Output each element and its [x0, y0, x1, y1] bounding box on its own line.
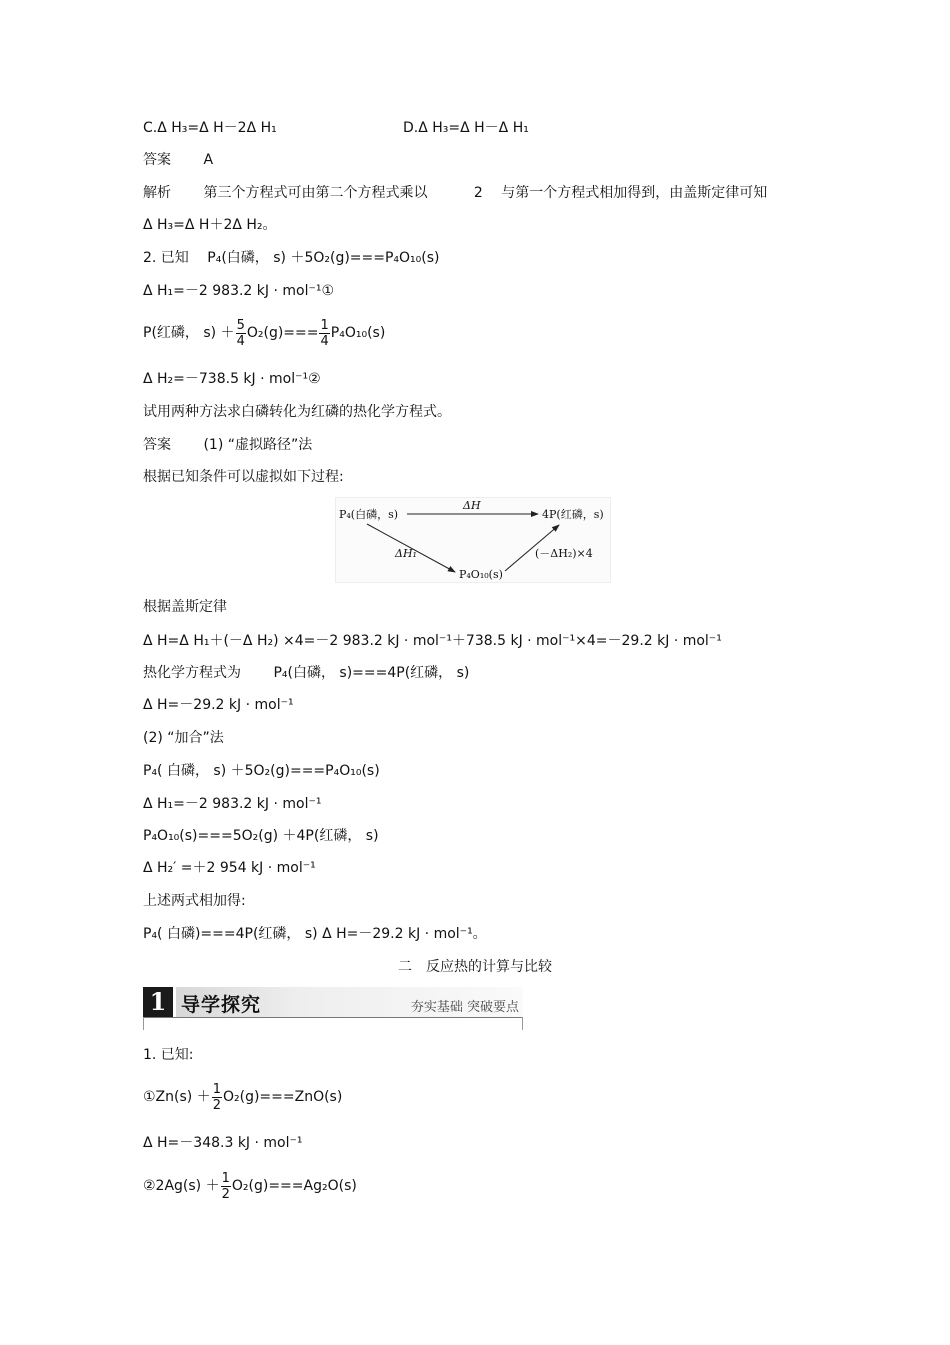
analysis-label: 解析 [143, 185, 171, 201]
option-c-text: C.Δ H₃=Δ H－2Δ H₁ [143, 120, 277, 136]
method-2-sum-label: 上述两式相加得: [143, 893, 246, 909]
fraction-numerator: 1 [212, 1081, 221, 1097]
fraction-denominator: 4 [320, 333, 329, 349]
fraction-numerator: 1 [221, 1170, 230, 1186]
label-minus-dh2-times-4: (－ΔH₂)×4 [535, 547, 593, 560]
method-1-title: (1) “虚拟路径”法 [203, 437, 313, 453]
fraction-denominator: 2 [221, 1186, 230, 1202]
question-1-intro: 1. 已知: [143, 1047, 194, 1063]
banner-title: 导学探究 [181, 994, 262, 1016]
question-2-dh1: Δ H₁=－2 983.2 kJ · mol⁻¹① [143, 283, 335, 299]
q1-eq2-part-a: ②2Ag(s) ＋ [143, 1178, 220, 1194]
thermo-dh: Δ H=－29.2 kJ · mol⁻¹ [143, 697, 294, 713]
question-2-dh2: Δ H₂=－738.5 kJ · mol⁻¹② [143, 371, 321, 387]
calculation-line: Δ H=Δ H₁＋(－Δ H₂) ×4=－2 983.2 kJ · mol⁻¹＋738.5 kJ · mol⁻¹×4=－29.2 kJ · mol⁻¹ [143, 633, 722, 649]
analysis-text-num: 2 [473, 185, 483, 201]
thermo-intro: 热化学方程式为 [143, 665, 241, 681]
fraction-1-2 [221, 1171, 231, 1202]
hess-law-label: 根据盖斯定律 [143, 599, 227, 615]
analysis-text-a: 第三个方程式可由第二个方程式乘以 [203, 185, 428, 201]
banner-left-edge [143, 1017, 144, 1030]
question-2-intro: 2. 已知 [143, 250, 189, 266]
analysis-text-b: 与第一个方程式相加得到，由盖斯定律可知 [501, 185, 768, 201]
eq2-part-c: P₄O₁₀(s) [330, 325, 386, 341]
method-2-eq2: P₄O₁₀(s)===5O₂(g) ＋4P(红磷， s) [143, 828, 379, 844]
question-1-dh1: Δ H=－348.3 kJ · mol⁻¹ [143, 1135, 303, 1151]
analysis [143, 183, 767, 203]
banner-right-edge [522, 1017, 523, 1030]
section-title: 二 反应热的计算与比较 [398, 959, 552, 975]
fraction-5-4 [236, 318, 246, 349]
eq2-part-b: O₂(g)=== [246, 325, 319, 341]
method-2-eq1: P₄( 白磷， s) ＋5O₂(g)===P₄O₁₀(s) [143, 763, 380, 779]
fraction-numerator: 1 [320, 317, 329, 333]
question-1-eq1 [143, 1080, 342, 1114]
banner-number: 1 [143, 987, 173, 1017]
option-d [403, 118, 529, 138]
label-delta-h1: ΔH₁ [395, 547, 417, 560]
answer-label: 答案 [143, 437, 171, 453]
analysis-result: Δ H₃=Δ H＋2Δ H₂。 [143, 217, 277, 233]
node-white-phosphorus: P₄(白磷，s) [339, 508, 399, 521]
answer-2 [143, 435, 312, 455]
method-2-dh2: Δ H₂′ =＋2 954 kJ · mol⁻¹ [143, 860, 316, 876]
label-delta-h: ΔH [463, 499, 481, 512]
banner-tag: 夯实基础 突破要点 [410, 1000, 519, 1015]
question-2-eq2 [143, 316, 385, 350]
reaction-path-diagram [335, 497, 611, 583]
option-d-text: D.Δ H₃=Δ H－Δ H₁ [403, 120, 529, 136]
thermo-eq: P₄(白磷， s)===4P(红磷， s) [273, 665, 470, 681]
node-p4o10: P₄O₁₀(s) [459, 568, 503, 581]
banner-underline [143, 1017, 523, 1018]
answer-1 [143, 150, 213, 170]
q1-eq1-part-b: O₂(g)===ZnO(s) [222, 1089, 343, 1105]
method-2-dh1: Δ H₁=－2 983.2 kJ · mol⁻¹ [143, 796, 322, 812]
question-2-eq1 [143, 248, 440, 268]
fraction-1-4 [319, 318, 329, 349]
diagram-svg [335, 497, 611, 583]
thermo-equation [143, 663, 469, 683]
fraction-denominator: 2 [212, 1097, 221, 1113]
fraction-numerator: 5 [236, 317, 245, 333]
question-1-eq2 [143, 1169, 357, 1203]
fraction-1-2 [212, 1082, 222, 1113]
method-2-title: (2) “加合”法 [143, 730, 224, 746]
method-2-final: P₄( 白磷)===4P(红磷， s) Δ H=－29.2 kJ · mol⁻¹。 [143, 926, 487, 942]
path-intro: 根据已知条件可以虚拟如下过程: [143, 469, 344, 485]
node-red-phosphorus: 4P(红磷，s) [542, 508, 604, 521]
question-2-ask: 试用两种方法求白磷转化为红磷的热化学方程式。 [143, 404, 451, 420]
answer-value: A [203, 152, 214, 168]
section-banner [143, 987, 523, 1031]
q1-eq2-part-b: O₂(g)===Ag₂O(s) [231, 1178, 357, 1194]
q1-eq1-part-a: ①Zn(s) ＋ [143, 1089, 211, 1105]
fraction-denominator: 4 [236, 333, 245, 349]
eq2-part-a: P(红磷， s) ＋ [143, 325, 235, 341]
question-2-eq1-text: P₄(白磷， s) ＋5O₂(g)===P₄O₁₀(s) [207, 250, 440, 266]
option-c [143, 118, 277, 138]
answer-label: 答案 [143, 152, 171, 168]
